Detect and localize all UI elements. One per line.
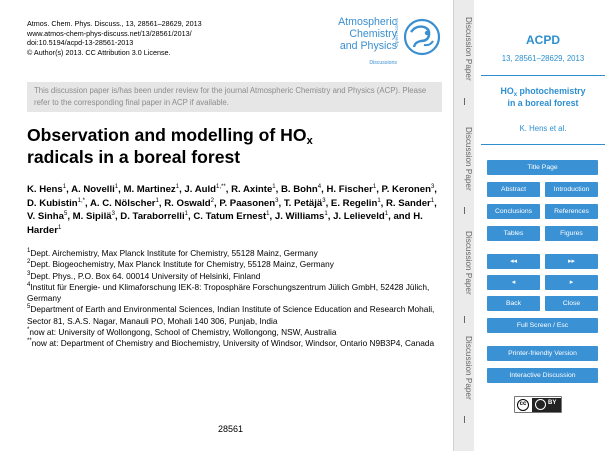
affiliation: [27, 327, 447, 338]
author-name: R. Oswald: [164, 197, 211, 209]
author-name: P. Paasonen: [219, 197, 276, 209]
navigation-sidebar: [474, 0, 612, 451]
author-name: D. Taraborrelli: [120, 211, 185, 223]
author-affiliation-mark: 3: [275, 197, 279, 204]
citation-journal: Atmos. Chem. Phys. Discuss., 13, 28561–28629, 2013: [27, 19, 202, 28]
author-separator: , and: [388, 211, 414, 223]
author-separator: ,: [380, 197, 386, 209]
author: [184, 184, 231, 195]
author-affiliation-mark: 1: [155, 197, 159, 204]
open-access-label: Open Access: [394, 18, 399, 47]
author-affiliation-mark: 1: [266, 211, 270, 218]
author-affiliation-mark: 5: [63, 211, 68, 218]
author-name: T. Petäjä: [283, 197, 323, 209]
author: [284, 198, 331, 209]
author: [275, 211, 333, 222]
author-affiliation-mark: 4: [317, 184, 322, 190]
author-separator: ,: [325, 197, 331, 209]
figures-button[interactable]: Figures: [545, 226, 598, 241]
author-separator: ,: [376, 184, 382, 195]
conclusions-button[interactable]: Conclusions: [487, 204, 540, 219]
author: [382, 184, 437, 195]
fullscreen-button[interactable]: Full Screen / Esc: [487, 318, 598, 333]
author-affiliation-mark: 1: [372, 184, 377, 190]
strip-label: Discussion Paper: [464, 336, 473, 400]
citation-url[interactable]: www.atmos-chem-phys-discuss.net/13/28561/2013/: [27, 28, 192, 38]
author: [123, 184, 184, 195]
author-affiliation-mark: 1: [430, 197, 435, 204]
divider: [481, 144, 605, 145]
sidebar-issue: 13, 28561–28629, 2013: [501, 54, 585, 63]
author-separator: ,: [278, 197, 284, 209]
author-affiliation-mark: 1: [114, 184, 119, 190]
author-affiliation-mark: 1,*: [77, 197, 85, 204]
author-separator: ,: [275, 184, 281, 195]
affiliation-mark: 3: [27, 270, 31, 277]
review-notice: This discussion paper is/has been under review for the journal Atmospheric Chemistry and Physics (ACP). Please refer to the corresponding final paper in ACP if available.: [27, 82, 442, 112]
author-name: P. Keronen: [381, 184, 431, 195]
cc-icon: cc: [517, 399, 529, 411]
page-number: 28561: [218, 424, 244, 434]
affiliation: [27, 271, 447, 282]
affiliation-text: Dept. Biogeochemistry, Max Planck Institute for Chemistry, 55128 Mainz, Germany: [30, 259, 334, 270]
affiliation-text: now at: University of Wollongong, School of Chemistry, Wollongong, NSW, Australia: [29, 327, 337, 338]
author-name: J. Lelieveld: [333, 211, 385, 223]
affiliation: [27, 338, 447, 349]
strip-separator: [464, 316, 465, 323]
author-name: R. Sander: [386, 197, 431, 209]
affiliation: [27, 282, 447, 305]
author: [281, 184, 326, 195]
author-separator: ,: [158, 197, 165, 209]
by-label: BY: [548, 400, 557, 406]
strip-separator: [464, 98, 465, 105]
author-separator: ,: [434, 197, 437, 209]
strip-label: Discussion Paper: [464, 231, 473, 295]
author: [73, 211, 121, 222]
author-name: R. Axinte: [231, 184, 273, 195]
cc-license-badge[interactable]: [514, 396, 562, 413]
citation-doi[interactable]: doi:10.5194/acpd-13-28561-2013: [27, 38, 134, 48]
author-name: M. Martinez: [123, 184, 176, 195]
author-affiliation-mark: 3: [111, 211, 115, 218]
author-separator: ,: [434, 184, 437, 195]
author-name: J. Auld: [184, 184, 217, 195]
author: [71, 184, 123, 195]
interactive-discussion-button[interactable]: Interactive Discussion: [487, 368, 598, 383]
author-separator: ,: [213, 197, 220, 209]
author-separator: ,: [179, 184, 185, 195]
discussion-paper-strip: [453, 0, 474, 451]
author: [27, 184, 71, 195]
logo-subtitle: Discussions: [369, 60, 397, 66]
affiliation-text: Dept. Phys., P.O. Box 64. 00014 University of Helsinki, Finland: [30, 270, 261, 281]
next-button[interactable]: ▸: [545, 275, 598, 290]
affiliation-mark: 1: [27, 248, 31, 254]
affiliation-mark: 2: [27, 259, 31, 266]
author-separator: ,: [118, 184, 124, 195]
author-separator: ,: [67, 211, 73, 223]
author-name: A. C. Nölscher: [89, 197, 156, 209]
tables-button[interactable]: Tables: [487, 226, 540, 241]
author-name: K. Hens: [27, 184, 63, 195]
author-name: B. Bohn: [280, 184, 318, 195]
by-icon: [532, 398, 561, 412]
strip-separator: [464, 416, 465, 423]
close-button[interactable]: Close: [545, 296, 598, 311]
author: [120, 211, 193, 222]
author-affiliation-mark: 1: [175, 184, 180, 190]
author: [27, 211, 73, 222]
author: [386, 198, 437, 209]
author-separator: ,: [187, 211, 194, 223]
affiliation-text: Institut für Energie- und Klimaforschung IEK-8: Troposphäre Forschungszentrum Jülich GmbH, 52428 Jülich, Germany: [27, 281, 430, 304]
author-separator: ,: [269, 211, 275, 223]
author-affiliation-mark: 1: [384, 211, 389, 218]
author-affiliation-mark: 1: [57, 225, 62, 232]
author-separator: ,: [114, 211, 121, 223]
affiliation-text: Department of Earth and Environmental Sciences, Indian Institute of Science Education and Research Mohali, Sector 81, S.A.S. Nagar, Manauli PO, Mohali 140 306, Punjab, India: [27, 304, 435, 326]
citation-license: © Author(s) 2013. CC Attribution 3.0 License.: [27, 47, 171, 57]
affiliation-text: now at: Department of Chemistry and Biochemistry, University of Windsor, Windsor, Ontario N9B3P4, Canada: [31, 338, 435, 349]
author-name: M. Sipilä: [72, 211, 112, 223]
author-name: D. Kubistin: [27, 197, 78, 209]
globe-icon: [402, 17, 442, 57]
journal-logo: [328, 14, 443, 70]
author-separator: ,: [327, 211, 334, 223]
previous-button[interactable]: ◂: [487, 275, 540, 290]
citation-block: [27, 19, 202, 57]
author-affiliation-mark: 1: [184, 211, 188, 218]
author: [326, 184, 381, 195]
affiliation-mark: *: [27, 327, 30, 334]
strip-separator: [464, 207, 465, 214]
affiliation-mark: 4: [27, 281, 31, 288]
affiliation: [27, 259, 447, 270]
author-affiliation-mark: 2: [210, 197, 214, 204]
strip-label: Discussion Paper: [464, 127, 473, 191]
author-name: C. Tatum Ernest: [193, 211, 267, 223]
abstract-button[interactable]: Abstract: [487, 182, 540, 197]
printer-friendly-button[interactable]: Printer-friendly Version: [487, 346, 598, 361]
author: [219, 198, 284, 209]
strip-label: Discussion Paper: [464, 17, 473, 81]
author: [164, 198, 219, 209]
first-page-button[interactable]: ◂◂: [487, 254, 540, 269]
title-page-button[interactable]: Title Page: [487, 160, 598, 175]
author-affiliation-mark: 1: [272, 184, 276, 190]
author-affiliation-mark: 1: [377, 197, 381, 204]
author: [331, 198, 386, 209]
person-icon: [535, 399, 546, 410]
author: [231, 184, 281, 195]
introduction-button[interactable]: Introduction: [545, 182, 598, 197]
author-affiliation-mark: 1: [324, 211, 328, 218]
author: [193, 211, 275, 222]
sidebar-title: $HO_x$ photochemistry in a boreal forest: [500, 86, 586, 108]
author-affiliation-mark: 3: [430, 184, 435, 190]
sidebar-authors: K. Hens et al.: [519, 124, 567, 133]
affiliation: [27, 248, 447, 259]
author: [27, 198, 90, 209]
author-affiliation-mark: 3: [322, 197, 326, 204]
logo-wordmark: Atmospheric Chemistry and Physics: [338, 16, 397, 52]
last-page-button[interactable]: ▸▸: [545, 254, 598, 269]
author-name: H. Fischer: [326, 184, 373, 195]
affiliation: [27, 304, 447, 327]
author-name: A. Novelli: [71, 184, 115, 195]
affiliation-text: Dept. Airchemistry, Max Planck Institute for Chemistry, 55128 Mainz, Germany: [30, 248, 318, 258]
author-separator: ,: [321, 184, 327, 195]
author: [90, 198, 164, 209]
sidebar-journal: ACPD: [525, 33, 560, 47]
author-name: V. Sinha: [27, 211, 64, 223]
author-name: J. Williams: [274, 211, 325, 223]
author-affiliation-mark: 1: [62, 184, 67, 190]
author-name: H. Harder: [27, 211, 423, 237]
author-separator: ,: [225, 184, 232, 195]
references-button[interactable]: References: [545, 204, 598, 219]
back-button[interactable]: Back: [487, 296, 540, 311]
author-separator: ,: [84, 197, 90, 209]
author-affiliation-mark: 1,**: [216, 184, 226, 190]
paper-title: Observation and modelling of $HO_x$ radicals in a boreal forest: [27, 125, 313, 167]
author-list: [27, 183, 447, 238]
author-separator: ,: [66, 184, 72, 195]
affiliation-mark: 5: [27, 304, 31, 311]
author-name: E. Regelin: [330, 197, 378, 209]
affiliation-list: [27, 248, 447, 350]
affiliation-mark: **: [27, 338, 32, 345]
divider: [481, 75, 605, 76]
author: [333, 211, 413, 222]
